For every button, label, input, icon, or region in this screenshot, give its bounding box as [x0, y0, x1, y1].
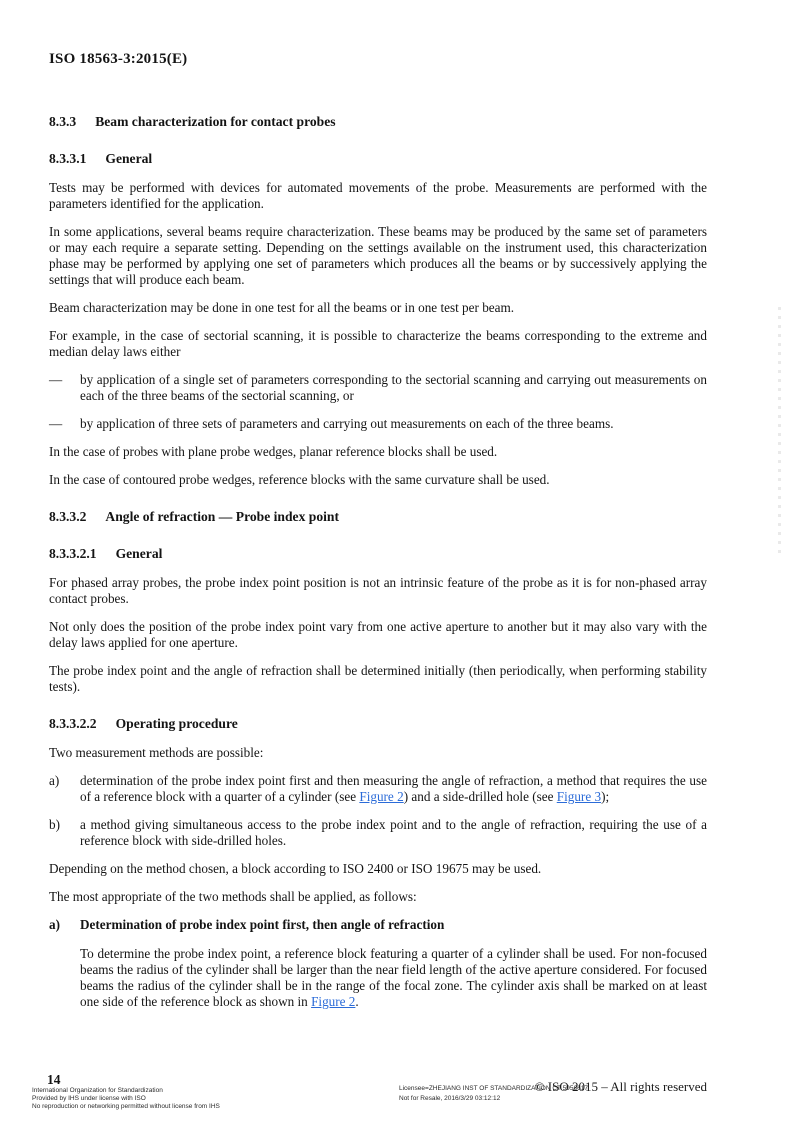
page-number: 14: [47, 1072, 61, 1087]
list-item-a: [49, 773, 707, 805]
section-heading-8-3-3-1: [49, 150, 707, 167]
list-item-text: [80, 773, 707, 805]
section-number: 8.3.3: [49, 114, 77, 129]
section-number: 8.3.3.1: [49, 151, 87, 166]
paragraph-most-appropriate: The most appropriate of the two methods shall be applied, as follows:: [49, 889, 417, 904]
text-segment: ) and a side-drilled hole (see: [403, 789, 557, 804]
section-title: General: [105, 151, 153, 166]
list-marker-b: b): [49, 817, 60, 832]
section-number: 8.3.3.2.2: [49, 716, 97, 731]
text-segment: );: [601, 789, 610, 804]
dash-bullet: —: [49, 372, 63, 387]
text-segment: determination of the probe index point first and then measuring the angle of refraction, a method that requires the use of a reference block with a quarter of a cylinder (see: [80, 773, 707, 804]
imprint-line: International Organization for Standardization: [32, 1087, 163, 1094]
dash-list-item-2: [49, 416, 707, 432]
copyright-notice: © ISO 2015 – All rights reserved: [534, 1079, 707, 1094]
section-title: Beam characterization for contact probes: [95, 114, 336, 129]
section-heading-8-3-3-2-2: [49, 715, 707, 732]
method-a-paragraph: [80, 946, 707, 1010]
running-header: ISO 18563-3:2015(E): [49, 51, 188, 67]
margin-watermark: [778, 307, 781, 557]
imprint-line: Provided by IHS under license with ISO: [32, 1095, 146, 1102]
paragraph-two-methods: Two measurement methods are possible:: [49, 745, 264, 760]
section-heading-8-3-3-2: [49, 508, 707, 525]
section-heading-8-3-3-2-1: [49, 545, 707, 562]
paragraph-tests-performed: Tests may be performed with devices for automated movements of the probe. Measurements are performed with the parameters identified for the application.: [49, 180, 707, 211]
text-segment: To determine the probe index point, a reference block featuring a quarter of a cylinder shall be used. For non-focused beams the radius of the cylinder shall be larger than the near field length of the active aperture considered. For focused beams the radius of the cylinder shall be in the range of the focal zone. The cylinder axis shall be marked on at least one side of the reference block as shown in: [80, 946, 707, 1010]
method-a-title: Determination of probe index point first, then angle of refraction: [80, 917, 445, 932]
footer-left-imprint: [32, 1087, 220, 1111]
paragraph-index-point-vary: Not only does the position of the probe index point vary from one active aperture to another but it may also vary with the delay laws applied for one aperture.: [49, 619, 707, 650]
section-number: 8.3.3.2.1: [49, 546, 97, 561]
paragraph-plane-wedges: In the case of probes with plane probe wedges, planar reference blocks shall be used.: [49, 444, 498, 459]
section-title: General: [115, 546, 163, 561]
paragraph-several-beams: In some applications, several beams require characterization. These beams may be produced by the same set of parameters or may each require a separate setting. Depending on the settings available on the instrument used, this characterization phase may be performed by applying one set of parameters which produces all the beams or by successively applying the settings that will produce each beam.: [49, 224, 707, 287]
figure-2-link[interactable]: Figure 2: [359, 789, 404, 804]
paragraph-sectorial-example: For example, in the case of sectorial scanning, it is possible to characterize the beams corresponding to the extreme and median delay laws either: [49, 328, 707, 359]
dash-bullet: —: [49, 416, 63, 431]
dash-list-item-1: [49, 372, 707, 404]
license-line: Not for Resale, 2016/3/29 03:12:12: [399, 1095, 501, 1102]
method-a-heading: [49, 917, 707, 933]
list-item-text: by application of three sets of parameters and carrying out measurements on each of the three beams.: [80, 416, 614, 431]
figure-3-link[interactable]: Figure 3: [556, 789, 602, 804]
paragraph-one-test: Beam characterization may be done in one test for all the beams or in one test per beam.: [49, 300, 515, 315]
list-item-text: by application of a single set of parameters corresponding to the sectorial scanning and carrying out measurements on each of the three beams of the sectorial scanning, or: [80, 372, 707, 403]
section-title: Operating procedure: [115, 716, 238, 731]
list-marker-a: a): [49, 773, 60, 788]
paragraph-determined-initially: The probe index point and the angle of refraction shall be determined initially (then periodically, when performing stability tests).: [49, 663, 707, 694]
section-heading-8-3-3: [49, 113, 707, 130]
text-segment: .: [355, 994, 359, 1010]
page-content: [49, 51, 707, 1022]
paragraph-phased-array: For phased array probes, the probe index point position is not an intrinsic feature of the probe as it is for non-phased array contact probes.: [49, 575, 707, 606]
paragraph-contoured-wedges: In the case of contoured probe wedges, reference blocks with the same curvature shall be used.: [49, 472, 550, 487]
paragraph-block-iso2400: Depending on the method chosen, a block according to ISO 2400 or ISO 19675 may be used.: [49, 861, 542, 876]
section-title: Angle of refraction — Probe index point: [105, 509, 339, 524]
section-number: 8.3.3.2: [49, 509, 87, 524]
list-marker-a: a): [49, 917, 60, 932]
list-item-b: [49, 817, 707, 849]
imprint-line: No reproduction or networking permitted without license from IHS: [32, 1103, 220, 1110]
list-item-text: a method giving simultaneous access to the probe index point and to the angle of refraction, requiring the use of a reference block with side-drilled holes.: [80, 817, 707, 848]
figure-2-link[interactable]: Figure 2: [311, 994, 356, 1010]
license-line: Licensee=ZHEJIANG INST OF STANDARDIZATION CT 5956617: [399, 1085, 588, 1092]
